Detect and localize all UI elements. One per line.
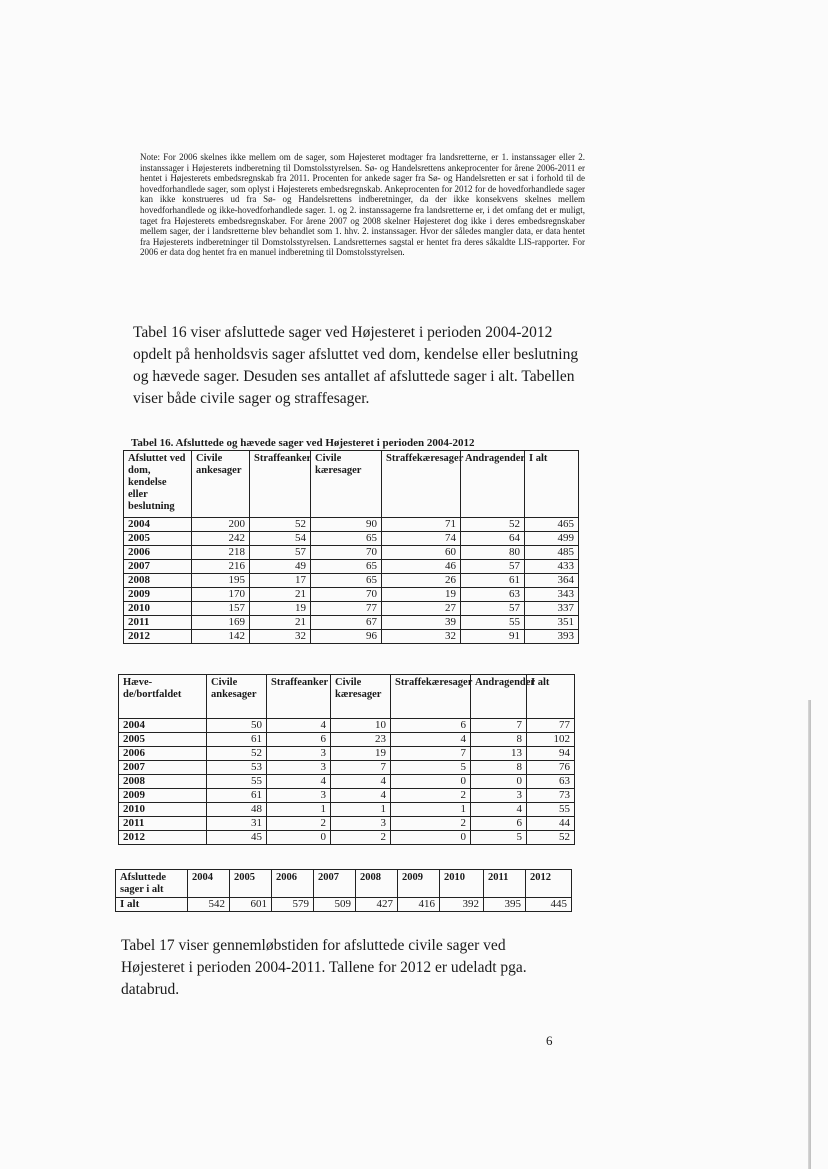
row-label: 2005 xyxy=(119,733,207,747)
row-label: 2011 xyxy=(119,817,207,831)
table-cell: 485 xyxy=(525,546,579,560)
column-header: Hæve-de/bortfaldet xyxy=(119,675,207,719)
table-cell: 54 xyxy=(250,532,311,546)
column-header: Straffeanker xyxy=(267,675,331,719)
row-label: 2011 xyxy=(124,616,192,630)
table-row xyxy=(124,616,579,630)
column-header: Afsluttet ved dom, kendelse eller beslutning xyxy=(124,451,192,518)
column-header: I alt xyxy=(527,675,575,719)
row-label: 2010 xyxy=(119,803,207,817)
table-cell: 71 xyxy=(382,518,461,532)
table-cell: 76 xyxy=(527,761,575,775)
row-label: 2004 xyxy=(124,518,192,532)
table-cell: 57 xyxy=(461,602,525,616)
table-cell: 337 xyxy=(525,602,579,616)
table-cell: 60 xyxy=(382,546,461,560)
column-header: 2011 xyxy=(484,870,526,898)
row-label: 2010 xyxy=(124,602,192,616)
table-cell: 52 xyxy=(207,747,267,761)
row-label: 2008 xyxy=(124,574,192,588)
table-cell: 65 xyxy=(311,532,382,546)
row-label: 2009 xyxy=(119,789,207,803)
table-cell: 65 xyxy=(311,560,382,574)
table-row xyxy=(124,518,579,532)
table-haevede-sager xyxy=(118,674,575,845)
table-cell: 96 xyxy=(311,630,382,644)
table-cell: 142 xyxy=(192,630,250,644)
row-label: 2004 xyxy=(119,719,207,733)
table-cell: 7 xyxy=(391,747,471,761)
table-cell: 6 xyxy=(267,733,331,747)
table-cell: 218 xyxy=(192,546,250,560)
table-row xyxy=(124,574,579,588)
table-cell: 395 xyxy=(484,898,526,912)
table-cell: 52 xyxy=(527,831,575,845)
table-cell: 94 xyxy=(527,747,575,761)
table-cell: 6 xyxy=(391,719,471,733)
table-cell: 21 xyxy=(250,616,311,630)
table-cell: 48 xyxy=(207,803,267,817)
table-afsluttede-i-alt xyxy=(115,869,572,912)
table-cell: 0 xyxy=(391,775,471,789)
table-cell: 46 xyxy=(382,560,461,574)
table-cell: 19 xyxy=(331,747,391,761)
table-cell: 242 xyxy=(192,532,250,546)
table-cell: 601 xyxy=(230,898,272,912)
table-cell: 416 xyxy=(398,898,440,912)
table-cell: 21 xyxy=(250,588,311,602)
table-cell: 6 xyxy=(471,817,527,831)
table-cell: 61 xyxy=(207,733,267,747)
column-header: 2004 xyxy=(188,870,230,898)
table-cell: 499 xyxy=(525,532,579,546)
table-cell: 0 xyxy=(267,831,331,845)
table-cell: 7 xyxy=(471,719,527,733)
column-header: Afsluttede sager i alt xyxy=(116,870,188,898)
table-cell: 170 xyxy=(192,588,250,602)
table-cell: 19 xyxy=(250,602,311,616)
table-cell: 91 xyxy=(461,630,525,644)
column-header: Civile kæresager xyxy=(311,451,382,518)
table-afsluttede-sager xyxy=(123,450,579,644)
table-cell: 4 xyxy=(471,803,527,817)
table-cell: 392 xyxy=(440,898,484,912)
table-cell: 63 xyxy=(461,588,525,602)
table-cell: 0 xyxy=(391,831,471,845)
table-cell: 579 xyxy=(272,898,314,912)
table-cell: 73 xyxy=(527,789,575,803)
table-cell: 2 xyxy=(391,817,471,831)
table-cell: 4 xyxy=(331,775,391,789)
table-cell: 55 xyxy=(461,616,525,630)
table-cell: 50 xyxy=(207,719,267,733)
table-cell: 5 xyxy=(471,831,527,845)
column-header: 2012 xyxy=(526,870,572,898)
table-cell: 364 xyxy=(525,574,579,588)
table-cell: 2 xyxy=(391,789,471,803)
row-label: 2008 xyxy=(119,775,207,789)
table-cell: 19 xyxy=(382,588,461,602)
table-cell: 63 xyxy=(527,775,575,789)
paragraph-table16-intro: Tabel 16 viser afsluttede sager ved Højesteret i perioden 2004-2012 opdelt på henholdsvis sager afsluttet ved dom, kendelse eller beslutning og hævede sager. Desuden ses antallet af afsluttede sager i alt. Tabellen viser både civile sager og straffesager. xyxy=(133,324,579,407)
table-row xyxy=(124,588,579,602)
table-cell: 17 xyxy=(250,574,311,588)
column-header: I alt xyxy=(525,451,579,518)
table-cell: 32 xyxy=(382,630,461,644)
table-cell: 433 xyxy=(525,560,579,574)
table-cell: 45 xyxy=(207,831,267,845)
table-row xyxy=(124,602,579,616)
table-cell: 542 xyxy=(188,898,230,912)
table-cell: 65 xyxy=(311,574,382,588)
table-cell: 53 xyxy=(207,761,267,775)
table-cell: 3 xyxy=(267,747,331,761)
table-cell: 195 xyxy=(192,574,250,588)
table-cell: 465 xyxy=(525,518,579,532)
row-label: 2012 xyxy=(119,831,207,845)
table-cell: 74 xyxy=(382,532,461,546)
table-cell: 5 xyxy=(391,761,471,775)
table-row xyxy=(124,546,579,560)
column-header: Straffeanker xyxy=(250,451,311,518)
table-row xyxy=(119,817,575,831)
table-cell: 7 xyxy=(331,761,391,775)
table-cell: 200 xyxy=(192,518,250,532)
table-cell: 61 xyxy=(207,789,267,803)
column-header: Andragender xyxy=(461,451,525,518)
row-label: 2006 xyxy=(119,747,207,761)
table-cell: 3 xyxy=(471,789,527,803)
table-cell: 351 xyxy=(525,616,579,630)
column-header: 2007 xyxy=(314,870,356,898)
table-cell: 55 xyxy=(207,775,267,789)
table-cell: 1 xyxy=(331,803,391,817)
table-cell: 49 xyxy=(250,560,311,574)
table-cell: 2 xyxy=(331,831,391,845)
table-cell: 57 xyxy=(461,560,525,574)
page-number: 6 xyxy=(546,1033,553,1048)
table-row xyxy=(124,560,579,574)
column-header: Straffekæresager xyxy=(382,451,461,518)
scan-edge-shadow xyxy=(808,700,811,1169)
table-cell: 4 xyxy=(267,775,331,789)
table-row xyxy=(119,789,575,803)
footnote-text: Note: For 2006 skelnes ikke mellem om de sager, som Højesteret modtager fra landsretterne, er 1. instanssager eller 2. instanssager i Højesterets indberetning til Domstolsstyrelsen. Sø- og Handelsrettens ankeprocenter for årene 2006-2011 er hentet i Højesterets embedsregnskab fra 2011. Procenten for ankede sager fra Sø- og Handelsretten er sat i forhold til de hovedforhandlede sager, som oplyst i Højesterets embedsregnskab. Ankeprocenten for 2012 for de hovedforhandlede sager kan ikke konstrueres ud fra Sø- og Handelsrettens indberetninger, da der ikke konsekvens skelnes mellem hovedforhandlede og ikke-hovedforhandlede sager. 1. og 2. instanssagerne fra landsretterne er, i det omfang det er muligt, taget fra Højesterets embedsregnskaber. For årene 2007 og 2008 skelner Højesteret dog ikke i deres embedsregnskaber mellem sager, der i landsretterne blev behandlet som 1. hhv. 2. instanssager. Hvor der således mangler data, er data hentet fra Højesterets indberetninger til Domstolsstyrelsen. Landsretternes sagstal er hentet fra deres såkaldte LIS-rapporter. For 2006 er data dog hentet fra en manuel indberetning til Domstolsstyrelsen. xyxy=(140,152,585,258)
table-cell: 8 xyxy=(471,733,527,747)
table-row xyxy=(119,831,575,845)
row-label: 2007 xyxy=(124,560,192,574)
row-label: I alt xyxy=(116,898,188,912)
table-cell: 3 xyxy=(267,761,331,775)
table-cell: 39 xyxy=(382,616,461,630)
table-cell: 44 xyxy=(527,817,575,831)
table-cell: 8 xyxy=(471,761,527,775)
table-row xyxy=(119,747,575,761)
table-cell: 67 xyxy=(311,616,382,630)
table-row xyxy=(119,775,575,789)
table-cell: 77 xyxy=(527,719,575,733)
table-cell: 32 xyxy=(250,630,311,644)
table-cell: 55 xyxy=(527,803,575,817)
table-row xyxy=(124,532,579,546)
column-header: 2009 xyxy=(398,870,440,898)
table-cell: 61 xyxy=(461,574,525,588)
row-label: 2007 xyxy=(119,761,207,775)
column-header: Civile ankesager xyxy=(192,451,250,518)
row-label: 2012 xyxy=(124,630,192,644)
table-cell: 23 xyxy=(331,733,391,747)
table-16-caption: Tabel 16. Afsluttede og hævede sager ved Højesteret i perioden 2004-2012 xyxy=(131,437,475,449)
table-cell: 10 xyxy=(331,719,391,733)
table-cell: 13 xyxy=(471,747,527,761)
column-header: 2005 xyxy=(230,870,272,898)
table-cell: 509 xyxy=(314,898,356,912)
table-cell: 3 xyxy=(331,817,391,831)
row-label: 2005 xyxy=(124,532,192,546)
table-cell: 393 xyxy=(525,630,579,644)
table-cell: 427 xyxy=(356,898,398,912)
table-cell: 90 xyxy=(311,518,382,532)
table-cell: 70 xyxy=(311,588,382,602)
column-header: 2008 xyxy=(356,870,398,898)
paragraph-table17-intro: Tabel 17 viser gennemløbstiden for afsluttede civile sager ved Højesteret i perioden 2004-2011. Tallene for 2012 er udeladt pga. databrud. xyxy=(121,937,527,998)
table-cell: 57 xyxy=(250,546,311,560)
table-cell: 1 xyxy=(267,803,331,817)
column-header: Straffekæresager xyxy=(391,675,471,719)
table-row xyxy=(119,719,575,733)
table-cell: 1 xyxy=(391,803,471,817)
table-cell: 77 xyxy=(311,602,382,616)
column-header: Andragender xyxy=(471,675,527,719)
table-row xyxy=(116,898,572,912)
table-cell: 80 xyxy=(461,546,525,560)
table-cell: 2 xyxy=(267,817,331,831)
table-cell: 4 xyxy=(331,789,391,803)
table-cell: 3 xyxy=(267,789,331,803)
table-cell: 64 xyxy=(461,532,525,546)
table-cell: 102 xyxy=(527,733,575,747)
table-cell: 216 xyxy=(192,560,250,574)
table-cell: 343 xyxy=(525,588,579,602)
table-cell: 4 xyxy=(391,733,471,747)
table-cell: 0 xyxy=(471,775,527,789)
table-cell: 52 xyxy=(461,518,525,532)
table-cell: 70 xyxy=(311,546,382,560)
row-label: 2006 xyxy=(124,546,192,560)
column-header: Civile kæresager xyxy=(331,675,391,719)
table-cell: 157 xyxy=(192,602,250,616)
table-cell: 52 xyxy=(250,518,311,532)
table-row xyxy=(119,803,575,817)
column-header: Civile ankesager xyxy=(207,675,267,719)
column-header: 2006 xyxy=(272,870,314,898)
table-cell: 445 xyxy=(526,898,572,912)
column-header: 2010 xyxy=(440,870,484,898)
table-cell: 4 xyxy=(267,719,331,733)
table-row xyxy=(119,761,575,775)
table-row xyxy=(124,630,579,644)
table-cell: 27 xyxy=(382,602,461,616)
table-cell: 31 xyxy=(207,817,267,831)
row-label: 2009 xyxy=(124,588,192,602)
table-cell: 26 xyxy=(382,574,461,588)
table-cell: 169 xyxy=(192,616,250,630)
table-row xyxy=(119,733,575,747)
